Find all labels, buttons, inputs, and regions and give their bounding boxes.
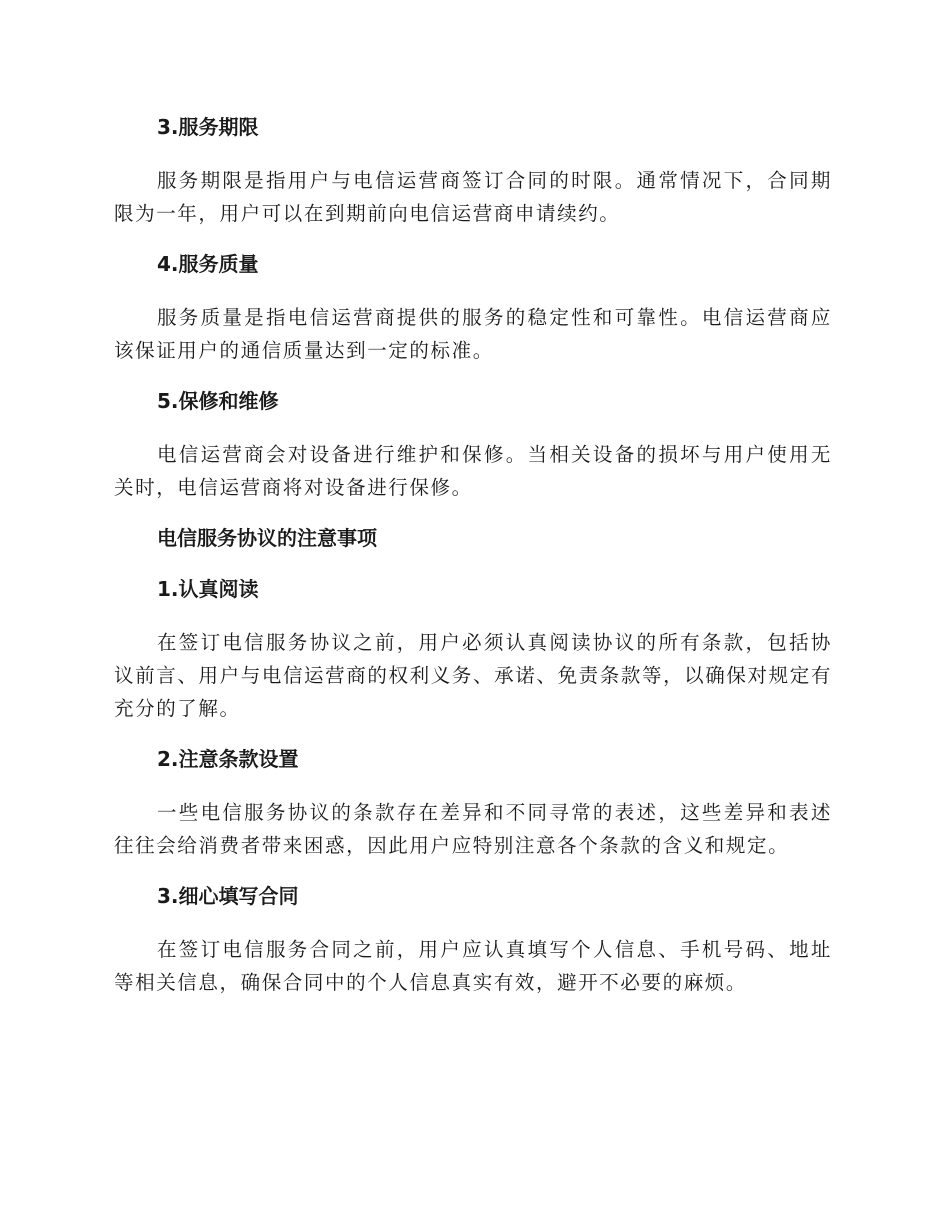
note-heading-clause-settings: 2.注意条款设置 <box>157 747 299 771</box>
note-body-read-carefully: 在签订电信服务协议之前，用户必须认真阅读协议的所有条款，包括协议前言、用户与电信运营商的权利义务、承诺、免责条款等，以确保对规定有充分的了解。 <box>114 631 832 720</box>
section-heading-service-quality: 4.服务质量 <box>157 252 259 276</box>
note-body-fill-contract: 在签订电信服务合同之前，用户应认真填写个人信息、手机号码、地址等相关信息，确保合同中的个人信息真实有效，避开不必要的麻烦。 <box>114 938 832 994</box>
document-page <box>114 110 832 999</box>
section-heading-service-term: 3.服务期限 <box>157 115 259 139</box>
section-body-warranty-repair: 电信运营商会对设备进行维护和保修。当相关设备的损坏与用户使用无关时，电信运营商将对设备进行保修。 <box>114 443 832 499</box>
note-body-clause-settings: 一些电信服务协议的条款存在差异和不同寻常的表述，这些差异和表述往往会给消费者带来困惑，因此用户应特别注意各个条款的含义和规定。 <box>114 801 832 857</box>
section-body-service-quality: 服务质量是指电信运营商提供的服务的稳定性和可靠性。电信运营商应该保证用户的通信质量达到一定的标准。 <box>114 306 832 362</box>
note-heading-read-carefully: 1.认真阅读 <box>157 577 259 601</box>
section-body-service-term: 服务期限是指用户与电信运营商签订合同的时限。通常情况下，合同期限为一年，用户可以在到期前向电信运营商申请续约。 <box>114 169 832 225</box>
note-heading-fill-contract: 3.细心填写合同 <box>157 884 299 908</box>
notes-title: 电信服务协议的注意事项 <box>157 526 377 550</box>
section-heading-warranty-repair: 5.保修和维修 <box>157 389 279 413</box>
